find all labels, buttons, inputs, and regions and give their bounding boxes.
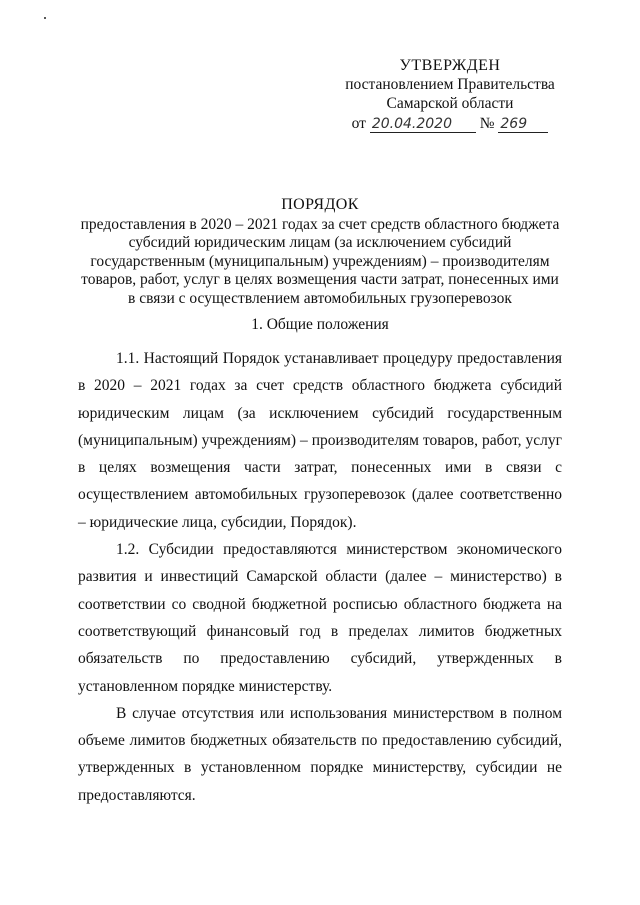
approval-stamp: УТВЕРЖДЕН (399, 57, 501, 74)
date-prefix: от (351, 115, 366, 132)
title-text: предоставления в 2020 – 2021 годах за счет средств областного бюджета субсидий юридическим лицам (за исключением субсидий государственным (муниципальным) учреждениям) – производителям товаров, работ, услуг в целях возмещения части затрат, понесенных ими в связи с осуществлением автомобильных грузоперевозок (80, 215, 560, 307)
handwritten-date: 20.04.2020 (370, 117, 476, 133)
paragraph-1-2: 1.2. Субсидии предоставляются министерством экономического развития и инвестиций Самарской области (далее – министерство) в соответствии со сводной бюджетной росписью областного бюджета на соответствующий финансовый год в пределах лимитов бюджетных обязательств по предоставлению субсидий, утвержденных в установленном порядке министерству. (78, 541, 562, 695)
approval-date-number (330, 114, 570, 133)
approval-block (330, 56, 570, 133)
paragraph-1-2-note: В случае отсутствия или использования министерством в полном объеме лимитов бюджетных обязательств по предоставлению субсидий, утвержденных в установленном порядке министерству, субсидии не предоставляются. (78, 704, 562, 804)
scan-speck (44, 17, 46, 19)
document-title (80, 196, 560, 309)
title-heading: ПОРЯДОК (281, 196, 359, 213)
handwritten-number: 269 (498, 117, 548, 133)
number-prefix: № (479, 115, 495, 132)
section-heading: 1. Общие положения (251, 316, 389, 333)
paragraph-1-1: 1.1. Настоящий Порядок устанавливает процедуру предоставления в 2020 – 2021 годах за счет средств областного бюджета субсидий юридическим лицам (за исключением субсидий государственным (муниципальным) учреждениям) – производителям товаров, работ, услуг в целях возмещения части затрат, понесенных ими в связи с осуществлением автомобильных грузоперевозок (далее соответственно – юридические лица, субсидии, Порядок). (78, 350, 562, 531)
approval-line-1: постановлением Правительства (345, 76, 555, 93)
approval-line-2: Самарской области (386, 95, 514, 112)
document-body (78, 345, 562, 809)
